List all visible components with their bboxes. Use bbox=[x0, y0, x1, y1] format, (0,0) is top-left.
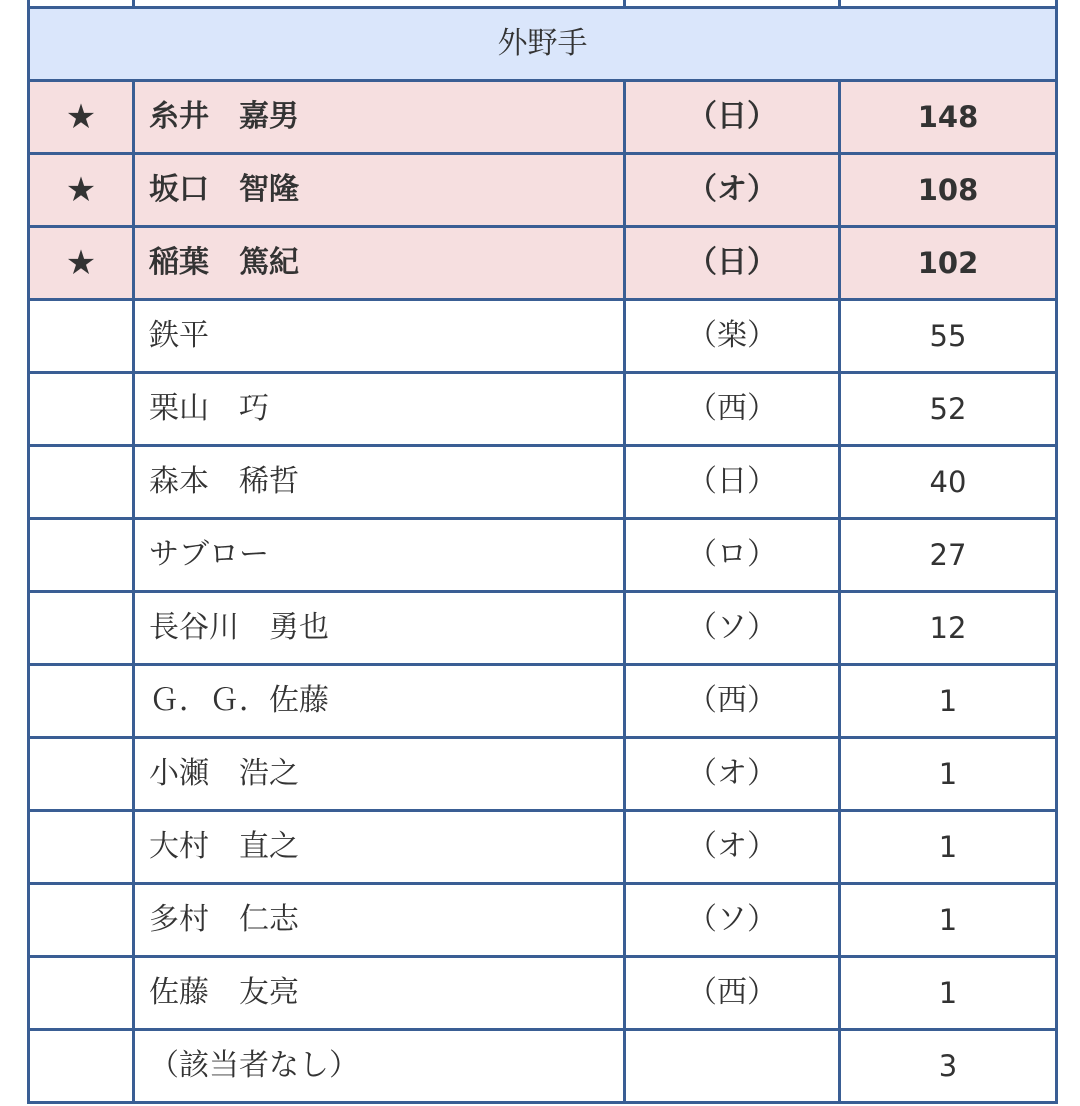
star-mark: ★ bbox=[29, 227, 134, 300]
vote-count: 102 bbox=[840, 227, 1057, 300]
player-name: 稲葉 篤紀 bbox=[134, 227, 625, 300]
winner-row bbox=[29, 154, 1057, 227]
team-abbrev: （オ） bbox=[625, 738, 840, 811]
vote-count: 1 bbox=[840, 957, 1057, 1030]
team-abbrev: （オ） bbox=[625, 154, 840, 227]
table-row bbox=[29, 519, 1057, 592]
results-table-container bbox=[27, 0, 1055, 1104]
table-row bbox=[29, 446, 1057, 519]
team-abbrev: （日） bbox=[625, 227, 840, 300]
winner-row bbox=[29, 81, 1057, 154]
star-mark bbox=[29, 592, 134, 665]
vote-count: 12 bbox=[840, 592, 1057, 665]
vote-count: 52 bbox=[840, 373, 1057, 446]
vote-count: 55 bbox=[840, 300, 1057, 373]
team-abbrev: （ソ） bbox=[625, 592, 840, 665]
player-name: （該当者なし） bbox=[134, 1030, 625, 1103]
winner-row bbox=[29, 227, 1057, 300]
team-abbrev: （日） bbox=[625, 446, 840, 519]
player-name: 糸井 嘉男 bbox=[134, 81, 625, 154]
vote-count: 148 bbox=[840, 81, 1057, 154]
star-mark bbox=[29, 519, 134, 592]
vote-count: 1 bbox=[840, 665, 1057, 738]
table-row bbox=[29, 738, 1057, 811]
team-abbrev: （西） bbox=[625, 373, 840, 446]
table-row bbox=[29, 373, 1057, 446]
vote-count: 1 bbox=[840, 738, 1057, 811]
player-name: 森本 稀哲 bbox=[134, 446, 625, 519]
vote-count: 40 bbox=[840, 446, 1057, 519]
star-mark bbox=[29, 811, 134, 884]
team-abbrev: （オ） bbox=[625, 811, 840, 884]
vote-count: 108 bbox=[840, 154, 1057, 227]
player-name: 坂口 智隆 bbox=[134, 154, 625, 227]
table-row bbox=[29, 811, 1057, 884]
player-name: 小瀬 浩之 bbox=[134, 738, 625, 811]
player-name: サブロー bbox=[134, 519, 625, 592]
results-table bbox=[27, 0, 1058, 1104]
star-mark bbox=[29, 300, 134, 373]
vote-count: 3 bbox=[840, 1030, 1057, 1103]
team-abbrev: （日） bbox=[625, 81, 840, 154]
team-abbrev: （西） bbox=[625, 665, 840, 738]
table-row bbox=[29, 592, 1057, 665]
star-mark: ★ bbox=[29, 81, 134, 154]
star-mark bbox=[29, 446, 134, 519]
star-mark bbox=[29, 373, 134, 446]
vote-count: 1 bbox=[840, 811, 1057, 884]
player-name: 佐藤 友亮 bbox=[134, 957, 625, 1030]
star-mark bbox=[29, 738, 134, 811]
section-header-row bbox=[29, 8, 1057, 81]
player-name: 栗山 巧 bbox=[134, 373, 625, 446]
player-name: 多村 仁志 bbox=[134, 884, 625, 957]
team-abbrev bbox=[625, 1030, 840, 1103]
table-row bbox=[29, 884, 1057, 957]
player-name: Ｇ．Ｇ．佐藤 bbox=[134, 665, 625, 738]
table-row bbox=[29, 300, 1057, 373]
team-abbrev: （楽） bbox=[625, 300, 840, 373]
table-row bbox=[29, 665, 1057, 738]
star-mark bbox=[29, 957, 134, 1030]
section-title: 外野手 bbox=[29, 8, 1057, 81]
star-mark bbox=[29, 884, 134, 957]
player-name: 長谷川 勇也 bbox=[134, 592, 625, 665]
player-name: 大村 直之 bbox=[134, 811, 625, 884]
table-row bbox=[29, 1030, 1057, 1103]
table-row bbox=[29, 957, 1057, 1030]
team-abbrev: （ソ） bbox=[625, 884, 840, 957]
star-mark bbox=[29, 1030, 134, 1103]
star-mark: ★ bbox=[29, 154, 134, 227]
player-name: 鉄平 bbox=[134, 300, 625, 373]
previous-section-row-edge bbox=[29, 0, 1057, 8]
team-abbrev: （西） bbox=[625, 957, 840, 1030]
vote-count: 27 bbox=[840, 519, 1057, 592]
team-abbrev: （ロ） bbox=[625, 519, 840, 592]
star-mark bbox=[29, 665, 134, 738]
vote-count: 1 bbox=[840, 884, 1057, 957]
